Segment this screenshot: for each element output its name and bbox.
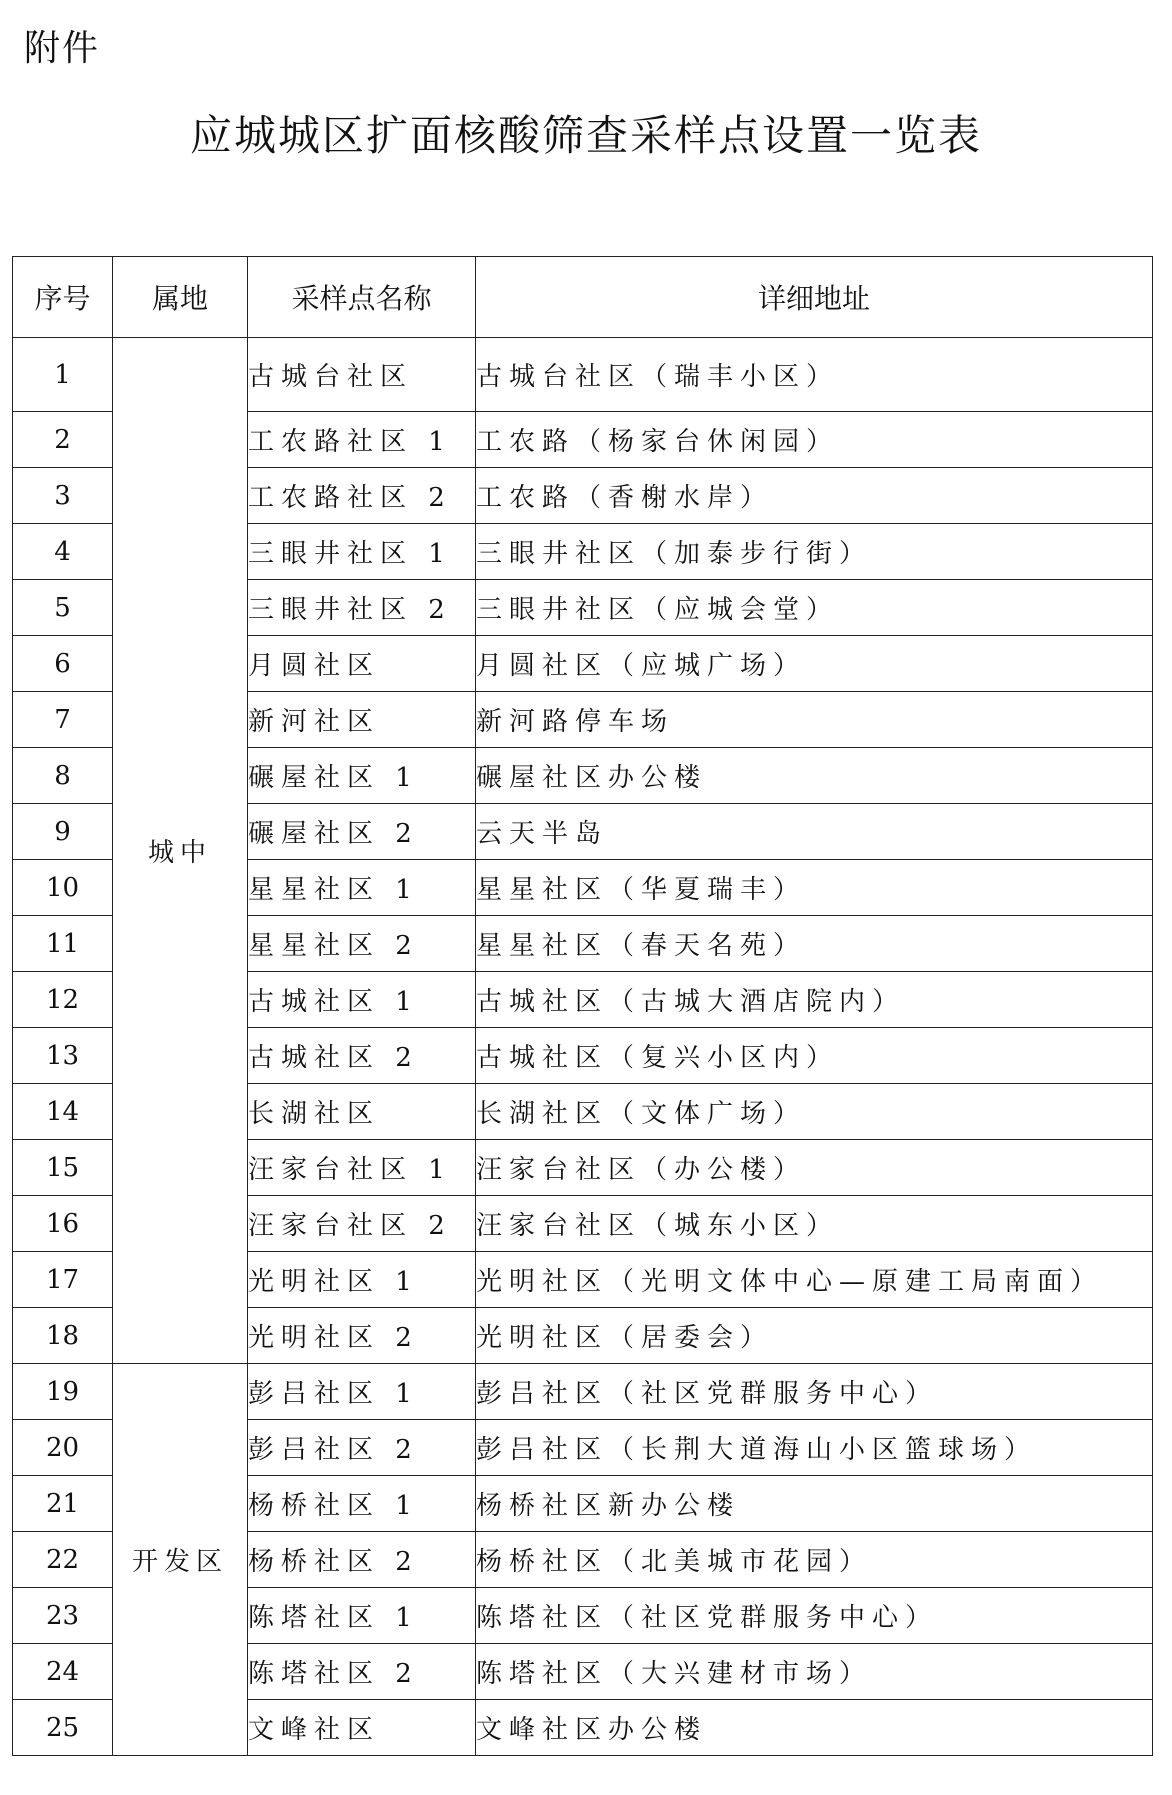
cell-address: 长湖社区（文体广场）: [476, 1084, 1153, 1140]
sampling-sites-table: [12, 256, 1153, 1756]
cell-address: 碾屋社区办公楼: [476, 748, 1153, 804]
cell-no: 1: [13, 338, 113, 412]
cell-site-name: 三眼井社区 1: [248, 524, 476, 580]
cell-site-name: 光明社区 2: [248, 1308, 476, 1364]
cell-site-name: 古城社区 1: [248, 972, 476, 1028]
cell-no: 7: [13, 692, 113, 748]
cell-no: 15: [13, 1140, 113, 1196]
cell-no: 10: [13, 860, 113, 916]
cell-address: 汪家台社区（城东小区）: [476, 1196, 1153, 1252]
cell-address: 杨桥社区新办公楼: [476, 1476, 1153, 1532]
cell-address: 三眼井社区（加泰步行街）: [476, 524, 1153, 580]
cell-site-name: 杨桥社区 1: [248, 1476, 476, 1532]
cell-site-name: 彭吕社区 2: [248, 1420, 476, 1476]
cell-site-name: 古城社区 2: [248, 1028, 476, 1084]
cell-site-name: 工农路社区 1: [248, 412, 476, 468]
document-title: 应城城区扩面核酸筛查采样点设置一览表: [189, 111, 982, 160]
cell-address: 新河路停车场: [476, 692, 1153, 748]
cell-no: 25: [13, 1700, 113, 1756]
cell-address: 三眼井社区（应城会堂）: [476, 580, 1153, 636]
cell-no: 14: [13, 1084, 113, 1140]
cell-site-name: 光明社区 1: [248, 1252, 476, 1308]
cell-site-name: 长湖社区: [248, 1084, 476, 1140]
cell-site-name: 星星社区 2: [248, 916, 476, 972]
cell-address: 光明社区（光明文体中心—原建工局南面）: [476, 1252, 1153, 1308]
attachment-label: 附件: [24, 28, 101, 69]
cell-site-name: 陈塔社区 2: [248, 1644, 476, 1700]
cell-site-name: 汪家台社区 1: [248, 1140, 476, 1196]
cell-address: 汪家台社区（办公楼）: [476, 1140, 1153, 1196]
cell-site-name: 新河社区: [248, 692, 476, 748]
cell-no: 9: [13, 804, 113, 860]
table-row: [13, 1364, 1153, 1420]
cell-no: 19: [13, 1364, 113, 1420]
cell-no: 8: [13, 748, 113, 804]
cell-address: 陈塔社区（大兴建材市场）: [476, 1644, 1153, 1700]
cell-address: 彭吕社区（长荆大道海山小区篮球场）: [476, 1420, 1153, 1476]
cell-address: 光明社区（居委会）: [476, 1308, 1153, 1364]
cell-site-name: 月圆社区: [248, 636, 476, 692]
header-cell-no: 序号: [13, 257, 113, 338]
cell-area: 开发区: [113, 1364, 248, 1756]
cell-no: 6: [13, 636, 113, 692]
header-cell-address: 详细地址: [476, 257, 1153, 338]
cell-address: 星星社区（华夏瑞丰）: [476, 860, 1153, 916]
header-cell-name: 采样点名称: [248, 257, 476, 338]
cell-site-name: 星星社区 1: [248, 860, 476, 916]
cell-no: 17: [13, 1252, 113, 1308]
cell-no: 23: [13, 1588, 113, 1644]
cell-no: 24: [13, 1644, 113, 1700]
cell-address: 月圆社区（应城广场）: [476, 636, 1153, 692]
cell-no: 11: [13, 916, 113, 972]
cell-site-name: 彭吕社区 1: [248, 1364, 476, 1420]
cell-no: 5: [13, 580, 113, 636]
cell-site-name: 工农路社区 2: [248, 468, 476, 524]
cell-address: 杨桥社区（北美城市花园）: [476, 1532, 1153, 1588]
cell-no: 20: [13, 1420, 113, 1476]
cell-site-name: 文峰社区: [248, 1700, 476, 1756]
cell-address: 古城台社区（瑞丰小区）: [476, 338, 1153, 412]
cell-address: 星星社区（春天名苑）: [476, 916, 1153, 972]
cell-no: 2: [13, 412, 113, 468]
cell-site-name: 陈塔社区 1: [248, 1588, 476, 1644]
cell-no: 4: [13, 524, 113, 580]
cell-address: 古城社区（古城大酒店院内）: [476, 972, 1153, 1028]
cell-no: 16: [13, 1196, 113, 1252]
cell-address: 古城社区（复兴小区内）: [476, 1028, 1153, 1084]
cell-site-name: 杨桥社区 2: [248, 1532, 476, 1588]
cell-no: 22: [13, 1532, 113, 1588]
cell-site-name: 碾屋社区 2: [248, 804, 476, 860]
cell-site-name: 古城台社区: [248, 338, 476, 412]
cell-no: 18: [13, 1308, 113, 1364]
header-cell-area: 属地: [113, 257, 248, 338]
cell-site-name: 碾屋社区 1: [248, 748, 476, 804]
cell-no: 21: [13, 1476, 113, 1532]
cell-address: 文峰社区办公楼: [476, 1700, 1153, 1756]
cell-no: 3: [13, 468, 113, 524]
table-header-row: [13, 257, 1153, 338]
table-body: [13, 338, 1153, 1756]
cell-address: 工农路（香榭水岸）: [476, 468, 1153, 524]
cell-no: 12: [13, 972, 113, 1028]
table-row: [13, 338, 1153, 412]
cell-address: 彭吕社区（社区党群服务中心）: [476, 1364, 1153, 1420]
cell-address: 陈塔社区（社区党群服务中心）: [476, 1588, 1153, 1644]
cell-address: 云天半岛: [476, 804, 1153, 860]
cell-no: 13: [13, 1028, 113, 1084]
cell-site-name: 汪家台社区 2: [248, 1196, 476, 1252]
cell-address: 工农路（杨家台休闲园）: [476, 412, 1153, 468]
cell-area: 城中: [113, 338, 248, 1364]
cell-site-name: 三眼井社区 2: [248, 580, 476, 636]
